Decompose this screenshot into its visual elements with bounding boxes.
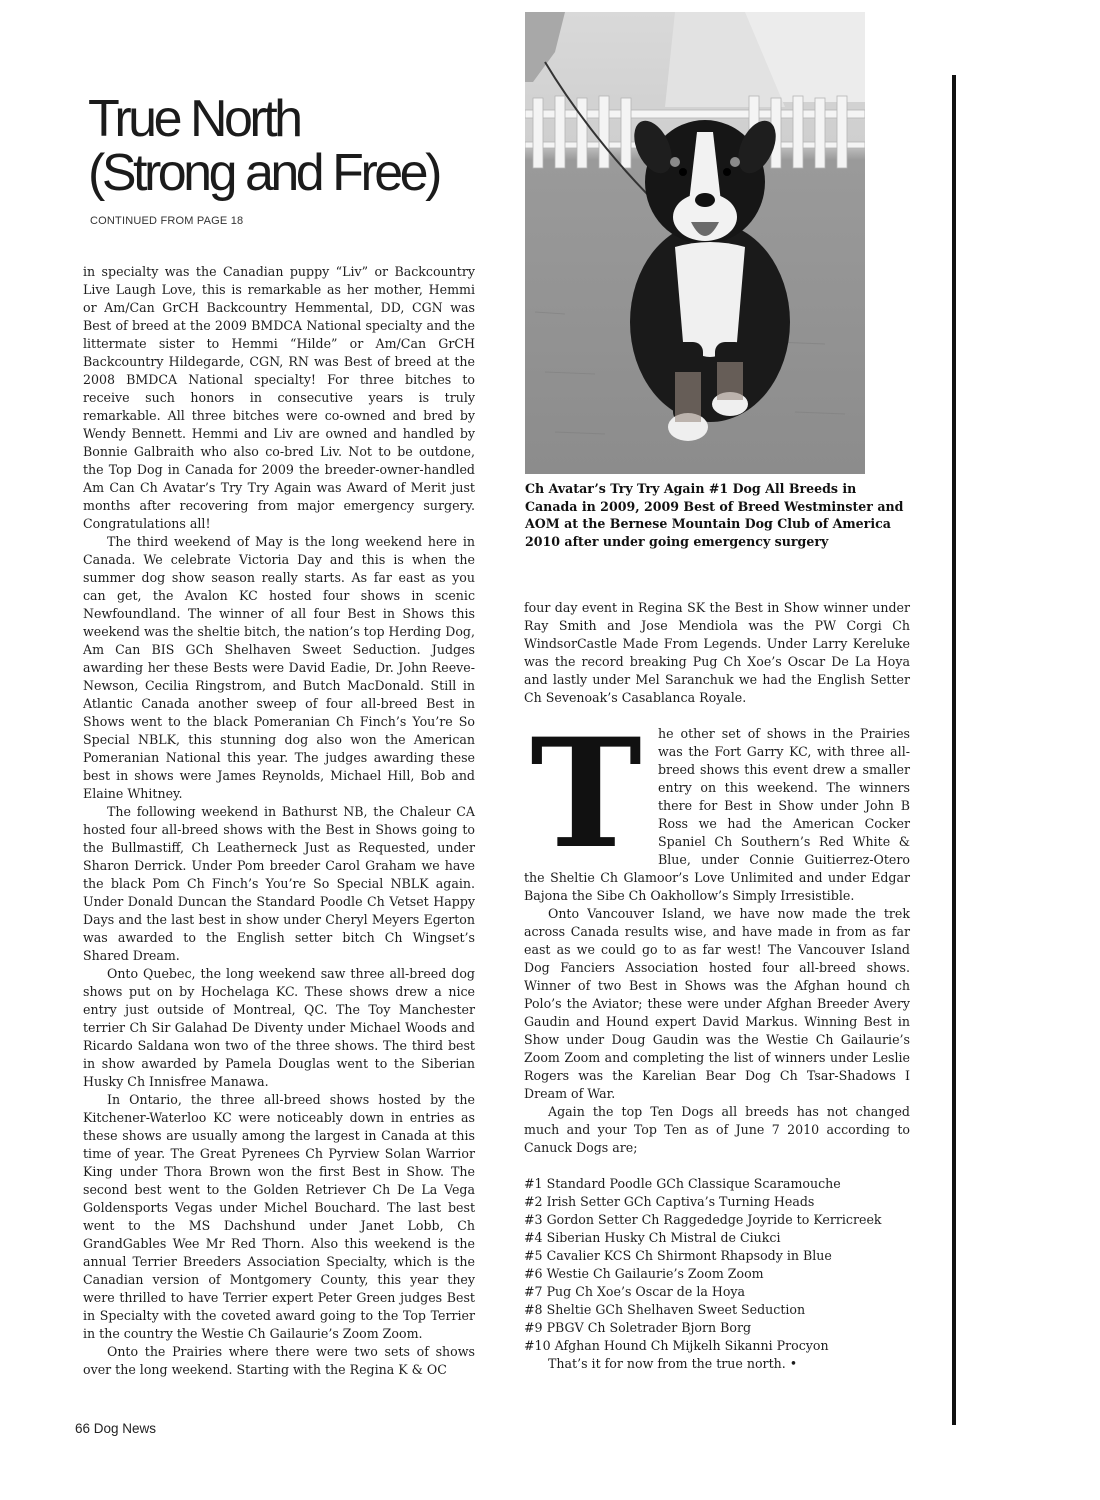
page-folio: 66 Dog News xyxy=(75,1421,157,1436)
left-column xyxy=(83,263,475,1379)
drop-cap: T xyxy=(530,706,642,882)
article-title-line-1: True North xyxy=(88,90,300,148)
article-title-line-2: (Strong and Free) xyxy=(88,144,439,202)
paragraph: Onto Vancouver Island, we have now made the trek across Canada results wise, and have made in from as far east as we could go to as far west! The Vancouver Island Dog Fanciers Association hosted four all-breed shows. Winner of two Best in Shows was the Afghan hound ch Polo’s the Aviator; these were under Afghan Breeder Avery Gaudin and Hound expert David Markus. Winning Best in Show under Doug Gaudin was the Westie Ch Gailaurie’s Zoom Zoom and completing the list of winners under Leslie Rogers was the Karelian Bear Dog Ch Tsar-Shadows I Dream of War. xyxy=(524,906,910,1101)
list-item: #2 Irish Setter GCh Captiva’s Turning Heads xyxy=(524,1194,815,1209)
continued-from-note: CONTINUED FROM PAGE 18 xyxy=(90,215,244,227)
list-item: #9 PBGV Ch Soletrader Bjorn Borg xyxy=(524,1320,752,1335)
list-item: #8 Sheltie GCh Shelhaven Sweet Seduction xyxy=(524,1302,806,1317)
right-column-intro xyxy=(524,599,910,707)
list-item: #3 Gordon Setter Ch Raggededge Joyride to Kerricreek xyxy=(524,1212,882,1227)
paragraph: in specialty was the Canadian puppy “Liv” or Backcountry Live Laugh Love, this is remarkable as her mother, Hemmi or Am/Can GrCH Backcountry Hemmental, DD, CGN was Best of breed at the 2009 BMDCA National specialty and the littermate sister to Hemmi “Hilde” or Am/Can GrCH Backcountry Hildegarde, CGN, RN was Best of breed at the 2008 BMDCA National specialty! For three bitches to receive such honors in consecutive years is truly remarkable. All three bitches were co-owned and bred by Wendy Bennett. Hemmi and Liv are owned and handled by Bonnie Galbraith who also co-bred Liv. Not to be outdone, the Top Dog in Canada for 2009 the breeder-owner-handled Am Can Ch Avatar’s Try Try Again was Award of Merit just months after recovering from major emergency surgery. Congratulations all! xyxy=(83,264,475,531)
list-item: #4 Siberian Husky Ch Mistral de Ciukci xyxy=(524,1230,781,1245)
photo-caption: Ch Avatar’s Try Try Again #1 Dog All Breeds in Canada in 2009, 2009 Best of Breed Westminster and AOM at the Bernese Mountain Dog Club of America 2010 after under going emergency surgery xyxy=(525,481,904,549)
article-title xyxy=(88,92,508,200)
list-item: #5 Cavalier KCS Ch Shirmont Rhapsody in Blue xyxy=(524,1248,832,1263)
dog-photo xyxy=(525,12,865,474)
list-item: #1 Standard Poodle GCh Classique Scaramouche xyxy=(524,1176,841,1191)
paragraph: The following weekend in Bathurst NB, the Chaleur CA hosted four all-breed shows with the Best in Shows going to the Bullmastiff, Ch Leatherneck Just as Requested, under Sharon Derrick. Under Pom breeder Carol Graham we have the black Pom Ch Finch’s You’re So Special NBLK again. Under Donald Duncan the Standard Poodle Ch Vetset Happy Days and the last best in show under Cheryl Meyers Egerton was awarded to the English setter bitch Ch Wingset’s Shared Dream. xyxy=(83,804,475,963)
list-item: #6 Westie Ch Gailaurie’s Zoom Zoom xyxy=(524,1266,764,1281)
list-item: #7 Pug Ch Xoe’s Oscar de la Hoya xyxy=(524,1284,746,1299)
paragraph: Onto the Prairies where there were two sets of shows over the long weekend. Starting with the Regina K & OC xyxy=(83,1344,475,1377)
list-item: #10 Afghan Hound Ch Mijkelh Sikanni Procyon xyxy=(524,1338,829,1353)
vertical-rule xyxy=(952,75,956,1425)
closing-line: That’s it for now from the true north. • xyxy=(548,1356,798,1371)
paragraph: four day event in Regina SK the Best in Show winner under Ray Smith and Jose Mendiola was the PW Corgi Ch WindsorCastle Made From Legends. Under Larry Kereluke was the record breaking Pug Ch Xoe’s Oscar De La Hoya and lastly under Mel Saranchuk we had the English Setter Ch Sevenoak’s Casablanca Royale. xyxy=(524,600,910,705)
paragraph: Again the top Ten Dogs all breeds has not changed much and your Top Ten as of June 7 2010 according to Canuck Dogs are; xyxy=(524,1104,910,1155)
right-column-body xyxy=(524,706,910,1373)
top-ten-list xyxy=(524,1175,910,1355)
paragraph: The third weekend of May is the long weekend here in Canada. We celebrate Victoria Day and this is when the summer dog show season really starts. As far east as you can get, the Avalon KC hosted four shows in scenic Newfoundland. The winner of all four Best in Shows this weekend was the sheltie bitch, the nation’s top Herding Dog, Am Can BIS GCh Shelhaven Sweet Seduction. Judges awarding her these Bests were David Eadie, Dr. John Reeve-Newson, Cecilia Ringstrom, and Butch MacDonald. Still in Atlantic Canada another sweep of four all-breed Best in Shows went to the black Pomeranian Ch Finch’s You’re So Special NBLK, this stunning dog also won the American Pomeranian National this year. The judges awarding these best in shows were James Reynolds, Michael Hill, Bob and Elaine Whitney. xyxy=(83,534,475,801)
paragraph: Onto Quebec, the long weekend saw three all-breed dog shows put on by Hochelaga KC. These shows drew a nice entry just outside of Montreal, QC. The Toy Manchester terrier Ch Sir Galahad De Diventy under Michael Woods and Ricardo Saldana won two of the three shows. The third best in show awarded by Pamela Douglas went to the Siberian Husky Ch Innisfree Manawa. xyxy=(83,966,475,1089)
paragraph: In Ontario, the three all-breed shows hosted by the Kitchener-Waterloo KC were noticeably down in entries as these shows are usually among the largest in Canada at this time of year. The Great Pyrenees Ch Pyrview Solan Warrior King under Thora Brown won the first Best in Show. The second best went to the Golden Retriever Ch De La Vega Goldensports Vegas under Michel Bouchard. The last best went to the MS Dachshund under Janet Lobb, Ch GrandGables Wee Mr Red Thorn. Also this weekend is the annual Terrier Breeders Association Specialty, which is the Canadian version of Montgomery County, this year they were thrilled to have Terrier expert Peter Green judges Best in Specialty with the coveted award going to the Top Terrier in the country the Westie Ch Gailaurie’s Zoom Zoom. xyxy=(83,1092,475,1341)
dropcap-paragraph: he other set of shows in the Prairies was the Fort Garry KC, with three all-breed shows this event drew a smaller entry on this weekend. The winners there for Best in Show under John B Ross we had the American Cocker Spaniel Ch Southern’s Red White & Blue, under Connie Guitierrez-Otero the Sheltie Ch Glamoor’s Love Unlimited and under Edgar Bajona the Sibe Ch Oakhollow’s Simply Irresistible. xyxy=(524,726,910,903)
